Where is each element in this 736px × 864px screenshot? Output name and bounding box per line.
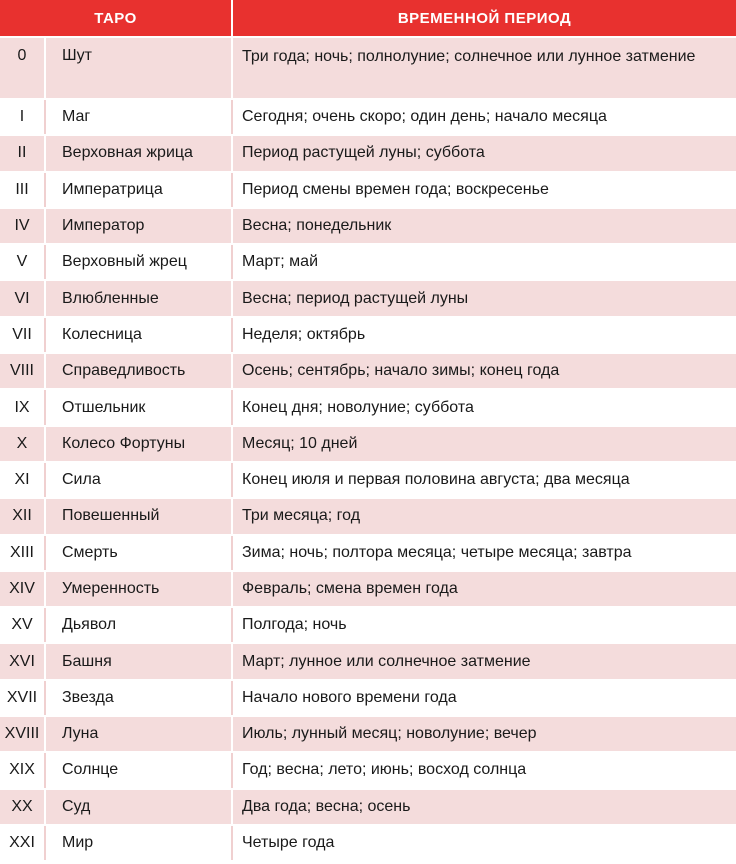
table-row [0,463,736,499]
time-period: Четыре года [242,834,335,852]
time-period: Два года; весна; осень [242,797,411,815]
time-period: Период растущей луны; суббота [242,144,485,162]
arcana-number: I [0,100,46,134]
table-header [0,0,736,38]
table-row [0,753,736,789]
arcana-name: Умеренность [46,572,233,606]
table-row [0,245,736,281]
table-row [0,717,736,753]
table-row [0,427,736,463]
time-period: Февраль; смена времен года [242,580,458,597]
time-period: Месяц; 10 дней [242,434,358,452]
time-period: Начало нового времени года [242,688,457,706]
table-row [0,281,736,317]
table-row [0,681,736,717]
time-period: Весна; период растущей луны [242,289,469,307]
time-period: Год; весна; лето; июнь; восход солнца [242,761,527,779]
table-row [0,354,736,390]
time-period: Зима; ночь; полтора месяца; четыре месяца; завтра [242,543,632,561]
table-row [0,572,736,608]
arcana-number: 0 [0,38,46,98]
arcana-number: XVI [0,644,46,678]
arcana-number: XVIII [0,717,46,751]
arcana-number: IV [0,209,46,243]
table-row [0,536,736,572]
table-body [0,38,736,862]
arcana-number: XV [0,608,46,642]
arcana-name: Верховная жрица [46,136,233,170]
time-period: Конец дня; новолуние; суббота [242,398,474,416]
arcana-name: Суд [46,790,233,824]
time-period: Осень; сентябрь; начало зимы; конец года [242,362,560,380]
arcana-name: Отшельник [46,390,233,424]
time-period: Период смены времен года; воскресенье [242,180,549,198]
arcana-number: XIX [0,753,46,787]
arcana-name: Луна [46,717,233,751]
arcana-number: II [0,136,46,170]
time-period: Март; май [242,253,319,271]
arcana-number: XXI [0,826,46,860]
time-period: Три года; ночь; полнолуние; солнечное или лунное затмение [242,48,696,65]
arcana-name: Повешенный [46,499,233,533]
time-period: Сегодня; очень скоро; один день; начало месяца [242,108,607,126]
arcana-name: Колесо Фортуны [46,427,233,461]
time-period: Полгода; ночь [242,616,347,634]
table-row [0,390,736,426]
time-period: Март; лунное или солнечное затмение [242,652,531,670]
table-row [0,136,736,172]
arcana-name: Звезда [46,681,233,715]
table-row [0,790,736,826]
arcana-number: XIII [0,536,46,570]
table-row [0,100,736,136]
arcana-number: XX [0,790,46,824]
table-row [0,644,736,680]
time-period: Неделя; октябрь [242,325,366,343]
arcana-name: Шут [46,38,233,98]
time-period: Весна; понедельник [242,217,392,235]
arcana-name: Справедливость [46,354,233,388]
table-row [0,499,736,535]
arcana-number: XVII [0,681,46,715]
arcana-name: Колесница [46,318,233,352]
time-period: Конец июля и первая половина августа; два месяца [242,471,630,489]
arcana-number: IX [0,390,46,424]
table-row [0,173,736,209]
arcana-name: Смерть [46,536,233,570]
table-row [0,318,736,354]
header-tarot: ТАРО [0,0,233,36]
arcana-name: Верховный жрец [46,245,233,279]
arcana-name: Маг [46,100,233,134]
time-period: Три месяца; год [242,507,361,525]
time-period: Июль; лунный месяц; новолуние; вечер [242,725,537,743]
arcana-name: Башня [46,644,233,678]
arcana-name: Сила [46,463,233,497]
arcana-name: Императрица [46,173,233,207]
arcana-number: X [0,427,46,461]
arcana-number: XIV [0,572,46,606]
arcana-number: V [0,245,46,279]
arcana-name: Солнце [46,753,233,787]
arcana-number: VI [0,281,46,315]
table-row [0,38,736,100]
arcana-name: Император [46,209,233,243]
arcana-number: VII [0,318,46,352]
arcana-number: XII [0,499,46,533]
arcana-number: III [0,173,46,207]
arcana-name: Дьявол [46,608,233,642]
arcana-number: XI [0,463,46,497]
arcana-number: VIII [0,354,46,388]
arcana-name: Влюбленные [46,281,233,315]
table-row [0,826,736,862]
table-row [0,209,736,245]
table-row [0,608,736,644]
arcana-name: Мир [46,826,233,860]
header-period: ВРЕМЕННОЙ ПЕРИОД [397,9,572,27]
